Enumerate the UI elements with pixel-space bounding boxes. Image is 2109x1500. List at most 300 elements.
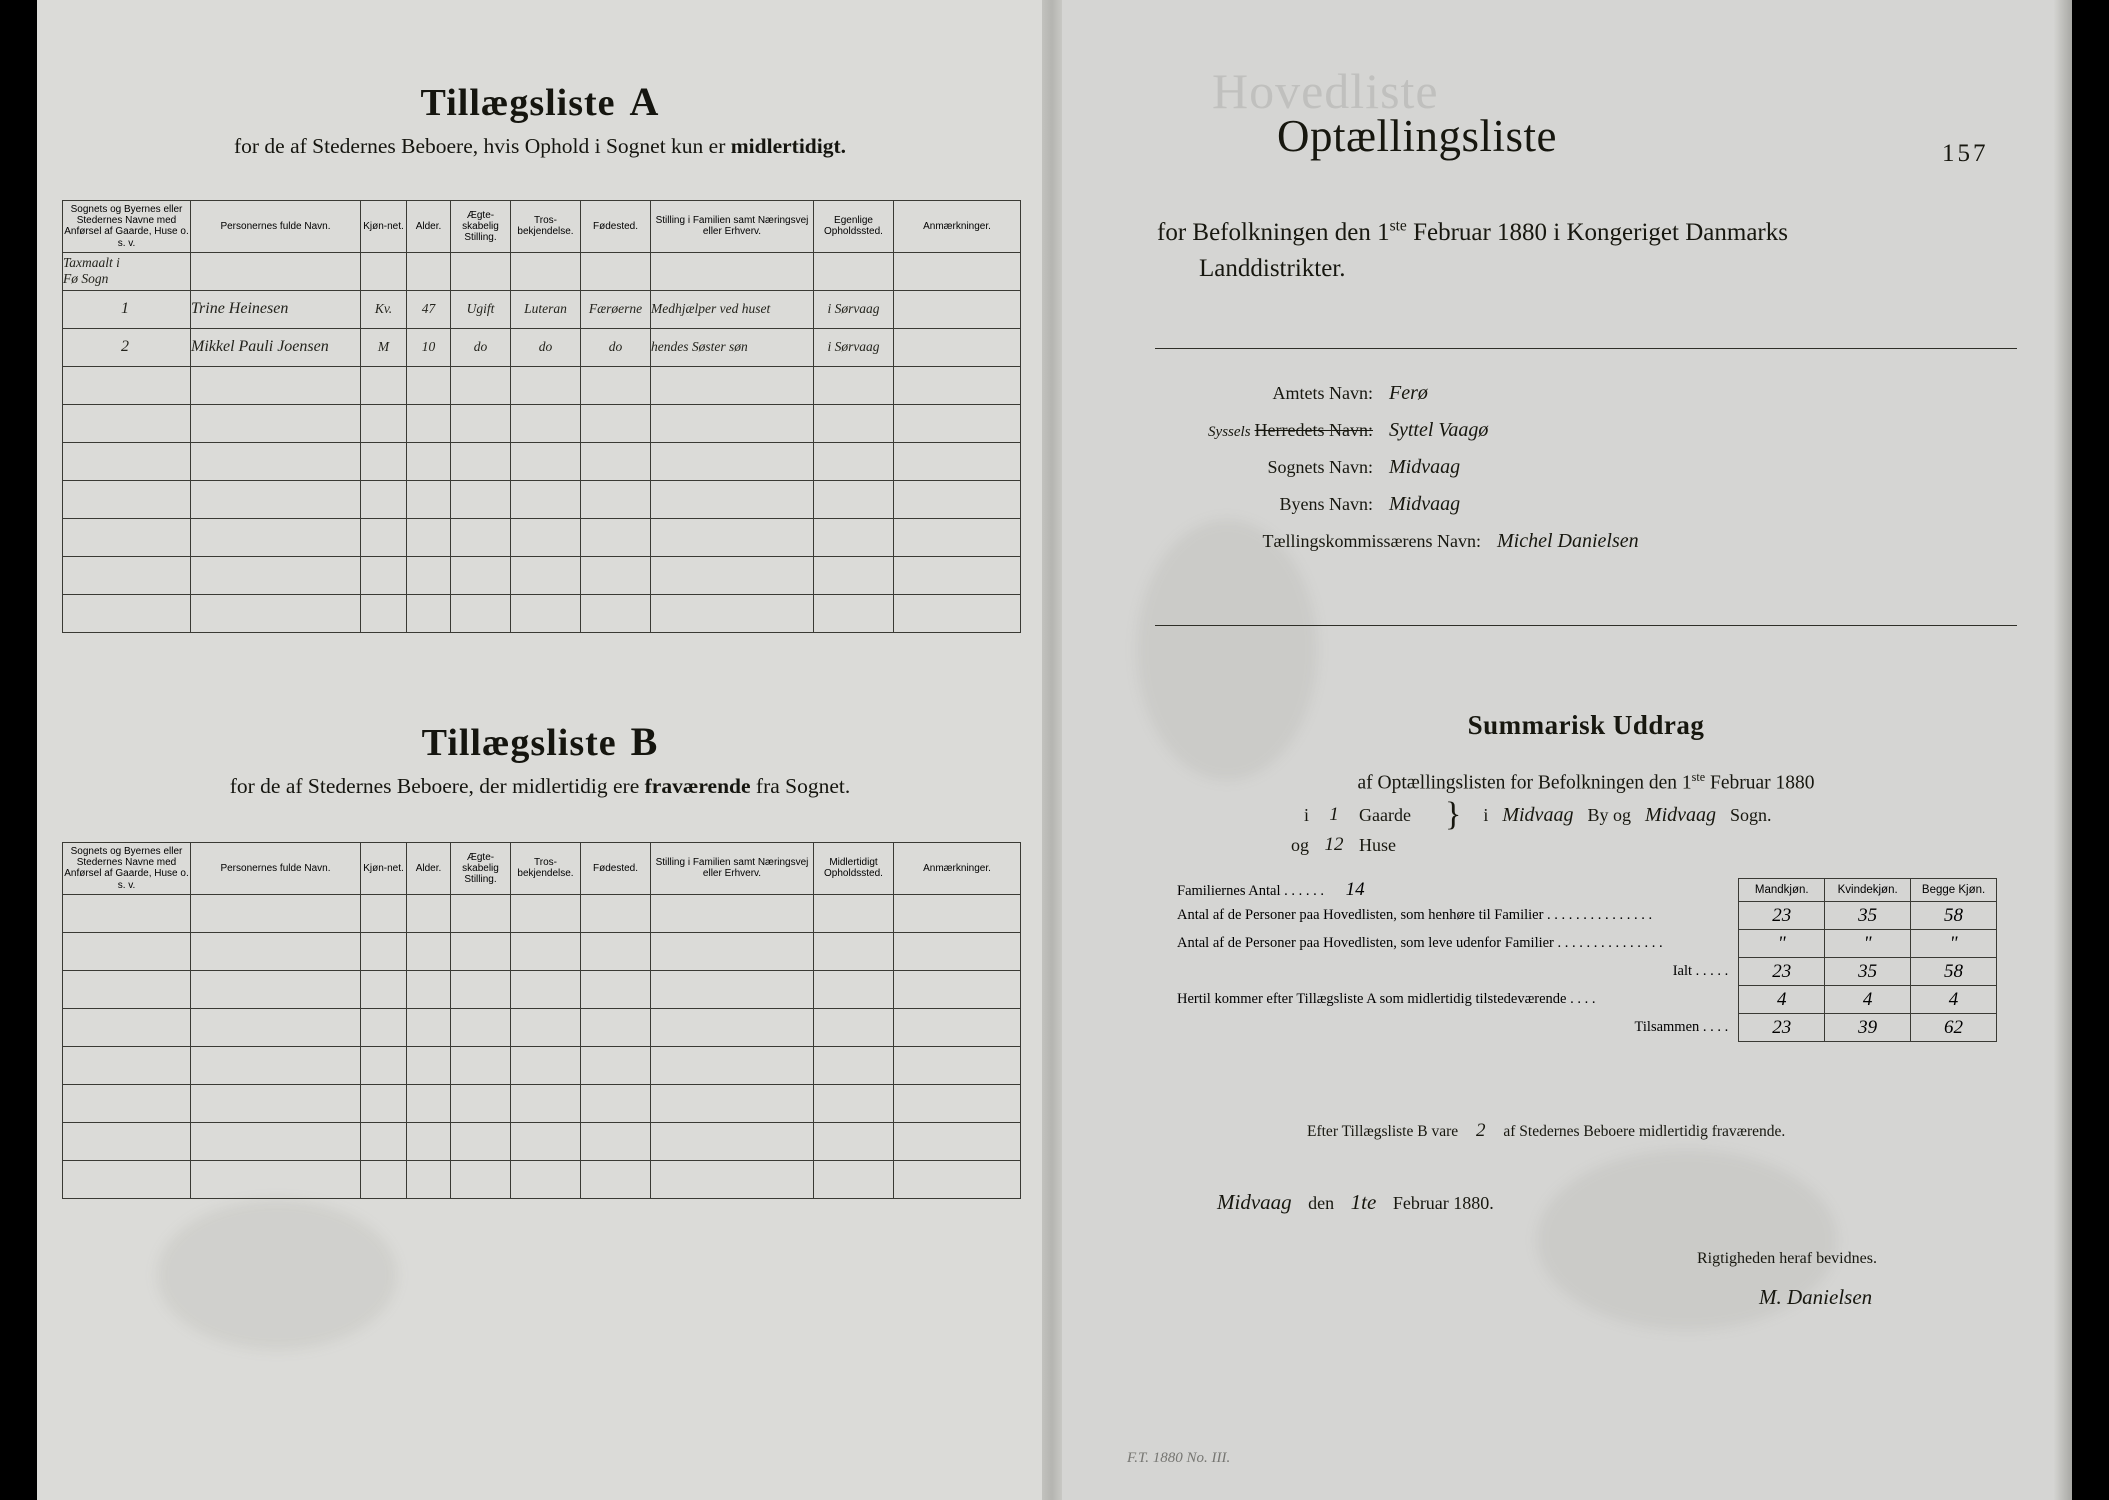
cell-marital <box>451 1122 511 1160</box>
cell-residence <box>814 366 894 404</box>
table-row <box>63 1160 1021 1198</box>
table-row <box>63 480 1021 518</box>
cell-faith <box>511 518 581 556</box>
list-b-title-text: Tillægsliste <box>421 722 617 764</box>
cell-age <box>407 442 451 480</box>
cell-birthplace <box>581 328 651 366</box>
cell-birthplace <box>581 970 651 1008</box>
cell-residence <box>814 404 894 442</box>
cell-age <box>407 1046 451 1084</box>
cell-birthplace <box>581 594 651 632</box>
summary-value-both: 62 <box>1911 1014 1997 1042</box>
place-date-day: 1te <box>1350 1190 1377 1214</box>
place-note-line1: Taxmaalt i <box>63 255 120 271</box>
cell-birthplace <box>581 442 651 480</box>
gaarde-pre: i <box>1303 804 1309 825</box>
cell-temp-residence <box>814 970 894 1008</box>
field-by-label: Byens Navn: <box>1279 494 1373 514</box>
cell-residence <box>814 252 894 290</box>
cell-marital <box>451 1084 511 1122</box>
cell-place <box>63 290 191 328</box>
summary-value-both: " <box>1911 930 1997 958</box>
cell-temp-residence <box>814 1122 894 1160</box>
summary-row <box>1177 986 1997 1014</box>
col-head-age: Alder. <box>407 201 451 253</box>
signature <box>1759 1285 1872 1310</box>
summary-row-label: Antal af de Personer paa Hovedlisten, som leve udenfor Familier . . . . . . . . . . . . . . . <box>1177 935 1663 951</box>
table-row <box>63 556 1021 594</box>
cell-position <box>651 480 814 518</box>
cell-sex <box>361 290 407 328</box>
cell-sex <box>361 480 407 518</box>
field-herred <box>1155 419 2025 442</box>
ghost-header-text: Hovedliste <box>1212 63 1439 119</box>
cell-notes <box>894 480 1021 518</box>
cell-residence <box>814 328 894 366</box>
cell-birthplace <box>581 556 651 594</box>
col-head-position: Stilling i Familien samt Næringsvej eller Erhverv. <box>651 843 814 895</box>
cell-marital <box>451 480 511 518</box>
page-title <box>1277 110 1557 162</box>
cell-position <box>651 970 814 1008</box>
cell-marital <box>451 1008 511 1046</box>
cell-name <box>191 556 361 594</box>
cell-notes <box>894 932 1021 970</box>
cell-sex <box>361 1084 407 1122</box>
summary-by-word: By og <box>1587 804 1631 825</box>
field-herred-prefix: Syssels <box>1208 424 1251 440</box>
cell-residence <box>814 518 894 556</box>
cell-notes <box>894 1046 1021 1084</box>
cell-faith <box>511 404 581 442</box>
cell-temp-residence <box>814 1008 894 1046</box>
summary-row-label-total: Ialt . . . . . <box>1672 963 1729 979</box>
cell-place <box>63 480 191 518</box>
cell-birthplace <box>581 1160 651 1198</box>
cell-age <box>407 518 451 556</box>
cell-name <box>191 404 361 442</box>
col-head-name: Personernes fulde Navn. <box>191 843 361 895</box>
col-head-notes: Anmærkninger. <box>894 201 1021 253</box>
cell-place <box>63 1122 191 1160</box>
families-label: Familiernes Antal . . . . . . <box>1177 883 1324 899</box>
cell-marital <box>451 404 511 442</box>
cell-notes <box>894 252 1021 290</box>
footer-pencil-note <box>1127 1450 1230 1467</box>
summary-col-male: Mandkjøn. <box>1739 879 1825 902</box>
cell-marital <box>451 366 511 404</box>
cell-place-note <box>63 252 191 290</box>
table-row <box>63 970 1021 1008</box>
summary-title-text: Summarisk Uddrag <box>1467 710 1705 740</box>
person-marital: do <box>473 339 488 355</box>
cell-sex <box>361 1122 407 1160</box>
col-head-marital: Ægte-skabelig Stilling. <box>451 843 511 895</box>
cell-sex <box>361 366 407 404</box>
summary-row-label: Antal af de Personer paa Hovedlisten, som henhøre til Familier . . . . . . . . . . . . . . . <box>1177 907 1653 923</box>
list-b-block <box>65 718 1015 799</box>
gaarde-huse-block <box>1287 796 1987 860</box>
list-b-subtitle-bold: fraværende <box>644 774 751 798</box>
certification-text: Rigtigheden heraf bevidnes. <box>1697 1250 1877 1267</box>
cell-place <box>63 932 191 970</box>
table-row <box>63 932 1021 970</box>
cell-sex <box>361 1046 407 1084</box>
summary-subtitle-post: Februar 1880 <box>1705 772 1815 794</box>
person-name: Trine Heinesen <box>191 300 289 318</box>
subtitle-sup: ste <box>1389 217 1407 235</box>
cell-faith <box>511 894 581 932</box>
cell-name <box>191 328 361 366</box>
cell-marital <box>451 594 511 632</box>
subtitle-pre: for Befolkningen den 1 <box>1157 219 1390 246</box>
cell-name <box>191 970 361 1008</box>
summary-subtitle-pre: af Optællingslisten for Befolkningen den 1 <box>1357 772 1692 794</box>
after-list-b-line <box>1307 1120 1785 1142</box>
list-a-subtitle-pre: for de af Stedernes Beboere, hvis Ophold i Sognet kun er <box>233 134 731 158</box>
summary-subtitle-sup: ste <box>1691 770 1706 784</box>
person-position: hendes Søster søn <box>651 339 748 355</box>
field-commissioner-label: Tællingskommissærens Navn: <box>1262 531 1481 551</box>
summary-row-label <box>1177 879 1739 902</box>
cell-name <box>191 518 361 556</box>
cell-age <box>407 366 451 404</box>
cell-faith <box>511 1084 581 1122</box>
cell-residence <box>814 442 894 480</box>
cell-temp-residence <box>814 894 894 932</box>
cell-age <box>407 556 451 594</box>
paper-stain <box>157 1200 397 1350</box>
person-residence: i Sørvaag <box>827 339 880 355</box>
cell-sex <box>361 518 407 556</box>
summary-row <box>1177 958 1997 986</box>
place-date-rest: Februar 1880. <box>1392 1193 1494 1213</box>
cell-name <box>191 366 361 404</box>
cell-notes <box>894 518 1021 556</box>
col-head-notes: Anmærkninger. <box>894 843 1021 895</box>
cell-sex <box>361 1160 407 1198</box>
person-name: Mikkel Pauli Joensen <box>191 338 329 356</box>
list-a-table <box>62 200 1021 633</box>
cell-temp-residence <box>814 1046 894 1084</box>
col-head-faith: Tros-bekjendelse. <box>511 201 581 253</box>
cell-faith <box>511 970 581 1008</box>
cell-marital <box>451 970 511 1008</box>
list-b-subtitle-pre: for de af Stedernes Beboere, der midlertidig ere <box>229 774 645 798</box>
summary-value-female: " <box>1825 930 1911 958</box>
summary-value-female: 39 <box>1825 1014 1911 1042</box>
cell-place <box>63 556 191 594</box>
person-faith: Luteran <box>524 301 567 317</box>
cell-birthplace <box>581 518 651 556</box>
summary-value-male: " <box>1739 930 1825 958</box>
cell-residence <box>814 556 894 594</box>
person-faith: do <box>538 339 553 355</box>
cell-sex <box>361 970 407 1008</box>
field-by <box>1155 493 2025 516</box>
cell-position <box>651 252 814 290</box>
person-sex: M <box>377 339 390 355</box>
cell-place <box>63 1084 191 1122</box>
page-edge-right <box>2054 0 2072 1500</box>
cell-position <box>651 932 814 970</box>
brace-icon: } <box>1445 796 1462 834</box>
list-b-title <box>65 718 1015 765</box>
cell-birthplace <box>581 1084 651 1122</box>
col-head-sex: Kjøn-net. <box>361 201 407 253</box>
table-row <box>63 1122 1021 1160</box>
cell-notes <box>894 328 1021 366</box>
col-head-temp-residence: Midlertidigt Opholdssted. <box>814 843 894 895</box>
field-herred-label <box>1155 420 1389 441</box>
cell-age <box>407 290 451 328</box>
table-row <box>63 518 1021 556</box>
folio-number <box>1942 140 1989 168</box>
cell-age <box>407 1122 451 1160</box>
list-a-title-text: Tillægsliste <box>420 82 616 124</box>
list-a-block <box>65 78 1015 159</box>
table-row <box>63 1046 1021 1084</box>
cell-age <box>407 894 451 932</box>
summary-sogn-name: Midvaag <box>1644 803 1717 826</box>
cell-position <box>651 1008 814 1046</box>
cell-name <box>191 894 361 932</box>
summary-row <box>1177 902 1997 930</box>
cell-birthplace <box>581 932 651 970</box>
gaarde-label: Gaarde <box>1359 804 1411 825</box>
cell-faith <box>511 556 581 594</box>
cell-temp-residence <box>814 1160 894 1198</box>
cell-notes <box>894 442 1021 480</box>
cell-name <box>191 1122 361 1160</box>
page-subtitle-line1 <box>1157 215 2017 251</box>
field-amt-label: Amtets Navn: <box>1272 383 1373 403</box>
cell-place <box>63 894 191 932</box>
gaarde-row <box>1287 796 1987 834</box>
cell-birthplace <box>581 404 651 442</box>
folio-number-text: 157 <box>1942 140 1989 167</box>
summary-row-label: Hertil kommer efter Tillægsliste A som midlertidig tilstedeværende . . . . <box>1177 991 1596 1007</box>
cell-position <box>651 442 814 480</box>
cell-name <box>191 932 361 970</box>
cell-faith <box>511 290 581 328</box>
cell-sex <box>361 404 407 442</box>
after-b-pre: Efter Tillægsliste B vare <box>1307 1123 1459 1140</box>
cell-sex <box>361 556 407 594</box>
cell-position <box>651 556 814 594</box>
list-b-header-row <box>63 843 1021 895</box>
divider-top <box>1155 348 2017 349</box>
document-spread <box>37 0 2072 1500</box>
cell-name <box>191 252 361 290</box>
cell-age <box>407 252 451 290</box>
table-row <box>63 1008 1021 1046</box>
cell-age <box>407 480 451 518</box>
person-age: 47 <box>421 301 436 317</box>
cell-notes <box>894 1160 1021 1198</box>
summary-value-male: 23 <box>1739 958 1825 986</box>
page-title-text: Optællingsliste <box>1277 111 1558 161</box>
summary-value-male: 23 <box>1739 902 1825 930</box>
col-head-position: Stilling i Familien samt Næringsvej eller Erhverv. <box>651 201 814 253</box>
cell-place <box>63 970 191 1008</box>
cell-name <box>191 1046 361 1084</box>
cell-name <box>191 442 361 480</box>
cell-place <box>63 518 191 556</box>
cell-name <box>191 1160 361 1198</box>
summary-value-male: 23 <box>1739 1014 1825 1042</box>
huse-pre: og <box>1291 834 1309 855</box>
huse-count: 12 <box>1324 834 1344 855</box>
col-head-birthplace: Fødested. <box>581 201 651 253</box>
field-amt-value: Ferø <box>1389 382 1428 404</box>
cell-place <box>63 594 191 632</box>
field-sogn <box>1155 456 2025 479</box>
cell-birthplace <box>581 1008 651 1046</box>
person-residence: i Sørvaag <box>827 301 880 317</box>
cell-name <box>191 594 361 632</box>
subtitle-line2-text: Landdistrikter. <box>1199 254 1346 282</box>
field-commissioner-value: Michel Danielsen <box>1497 530 1639 552</box>
place-date-place: Midvaag <box>1217 1190 1292 1214</box>
cell-marital <box>451 252 511 290</box>
cell-birthplace <box>581 1122 651 1160</box>
person-position: Medhjælper ved huset <box>651 301 771 317</box>
summary-value-female: 4 <box>1825 986 1911 1014</box>
field-herred-value: Syttel Vaagø <box>1389 419 1489 441</box>
row-number: 2 <box>121 338 129 356</box>
cell-marital <box>451 1160 511 1198</box>
cell-age <box>407 594 451 632</box>
page-subtitle-line2 <box>1199 251 2017 287</box>
cell-marital <box>451 290 511 328</box>
signature-text: M. Danielsen <box>1759 1285 1873 1309</box>
cell-notes <box>894 404 1021 442</box>
cell-faith <box>511 252 581 290</box>
cell-place <box>63 442 191 480</box>
cell-marital <box>451 932 511 970</box>
list-a-letter: A <box>629 79 660 124</box>
cell-residence <box>814 290 894 328</box>
field-sogn-value: Midvaag <box>1389 456 1461 478</box>
cell-birthplace <box>581 366 651 404</box>
cell-place <box>63 366 191 404</box>
list-a-header-row <box>63 201 1021 253</box>
field-commissioner <box>1155 530 2025 553</box>
cell-notes <box>894 1084 1021 1122</box>
cell-faith <box>511 594 581 632</box>
place-date-den: den <box>1308 1193 1335 1213</box>
list-b-letter: B <box>630 719 659 764</box>
cell-age <box>407 404 451 442</box>
summary-subtitle <box>1155 770 2017 795</box>
cell-name <box>191 480 361 518</box>
person-birthplace: Færøerne <box>588 301 643 317</box>
list-b-table <box>62 842 1021 1199</box>
cell-position <box>651 1084 814 1122</box>
cell-place <box>63 404 191 442</box>
list-b-subtitle-post: fra Sognet. <box>750 774 851 798</box>
table-row <box>63 442 1021 480</box>
summary-value-female: 35 <box>1825 958 1911 986</box>
summary-value-female: 35 <box>1825 902 1911 930</box>
summary-row <box>1177 930 1997 958</box>
table-row <box>63 290 1021 328</box>
subtitle-post: Februar 1880 i Kongeriget Danmarks <box>1406 219 1788 246</box>
person-sex: Kv. <box>374 301 393 317</box>
cell-place <box>63 1008 191 1046</box>
cell-notes <box>894 1008 1021 1046</box>
summary-row <box>1177 1014 1997 1042</box>
list-a-subtitle-bold: midlertidigt. <box>730 134 847 158</box>
col-head-place: Sognets og Byernes eller Stedernes Navne med Anførsel af Gaarde, Huse o. s. v. <box>63 201 191 253</box>
cell-notes <box>894 1122 1021 1160</box>
cell-age <box>407 1008 451 1046</box>
table-row <box>63 366 1021 404</box>
cell-name <box>191 1008 361 1046</box>
list-b-subtitle <box>65 774 1015 799</box>
cell-birthplace <box>581 480 651 518</box>
cell-faith <box>511 442 581 480</box>
table-row <box>63 404 1021 442</box>
col-head-sex: Kjøn-net. <box>361 843 407 895</box>
cell-temp-residence <box>814 1084 894 1122</box>
cell-temp-residence <box>814 932 894 970</box>
cell-place <box>63 1160 191 1198</box>
cell-residence <box>814 594 894 632</box>
field-amt <box>1155 382 2025 405</box>
cell-position <box>651 1160 814 1198</box>
cell-age <box>407 932 451 970</box>
col-head-marital: Ægte-skabelig Stilling. <box>451 201 511 253</box>
person-marital: Ugift <box>466 301 495 317</box>
cell-position <box>651 1122 814 1160</box>
after-b-value: 2 <box>1476 1120 1486 1141</box>
page-subtitle <box>1157 215 2017 286</box>
cell-sex <box>361 932 407 970</box>
table-row <box>63 252 1021 290</box>
huse-row <box>1287 830 1987 860</box>
cell-sex <box>361 894 407 932</box>
summary-title <box>1155 710 2017 741</box>
table-row <box>63 328 1021 366</box>
after-b-post: af Stedernes Beboere midlertidig fraværende. <box>1503 1123 1786 1140</box>
col-head-birthplace: Fødested. <box>581 843 651 895</box>
col-head-place: Sognets og Byernes eller Stedernes Navne med Anførsel af Gaarde, Huse o. s. v. <box>63 843 191 895</box>
cell-position <box>651 594 814 632</box>
summary-table <box>1177 878 1997 1042</box>
cell-position <box>651 366 814 404</box>
summary-by-name: Midvaag <box>1502 803 1574 826</box>
cell-notes <box>894 594 1021 632</box>
cell-notes <box>894 366 1021 404</box>
cell-sex <box>361 328 407 366</box>
table-row <box>63 1084 1021 1122</box>
cell-faith <box>511 328 581 366</box>
footer-pencil-text: F.T. 1880 No. III. <box>1127 1450 1231 1466</box>
col-head-residence: Egenlige Opholdssted. <box>814 201 894 253</box>
cell-faith <box>511 366 581 404</box>
cell-sex <box>361 594 407 632</box>
cell-birthplace <box>581 894 651 932</box>
summary-sogn-word: Sogn. <box>1730 804 1772 825</box>
cell-age <box>407 328 451 366</box>
cell-position <box>651 328 814 366</box>
summary-header-row <box>1177 879 1997 902</box>
cell-birthplace <box>581 252 651 290</box>
cell-name <box>191 1084 361 1122</box>
summary-value-both: 58 <box>1911 902 1997 930</box>
